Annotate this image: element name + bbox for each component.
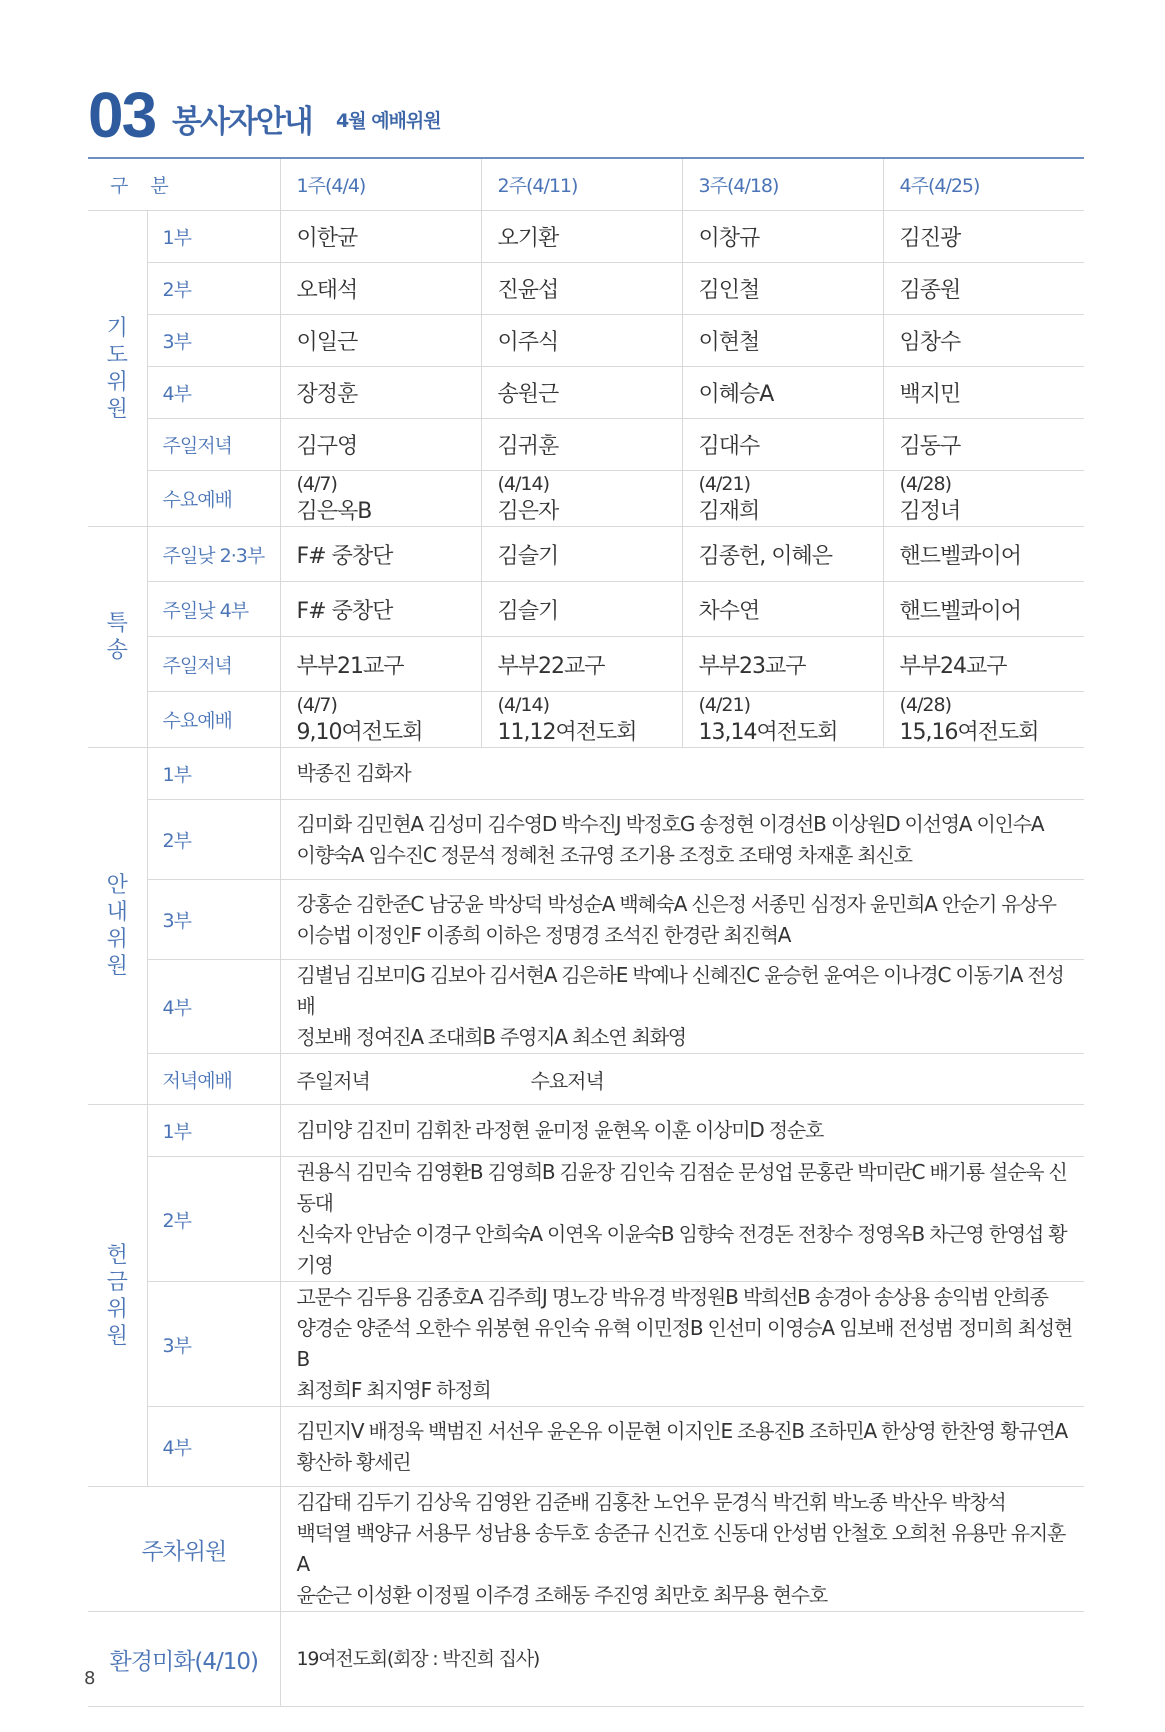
parking-label: 주차위원 [88, 1487, 280, 1612]
row-label: 수요예배 [147, 471, 280, 527]
evening-wednesday: 수요저녁 [530, 1068, 604, 1093]
table-cell: 김진광 [883, 211, 1084, 263]
row-label: 3부 [147, 1282, 280, 1407]
table-row [88, 692, 1084, 748]
table-row [88, 211, 1084, 263]
table-cell: 오태석 [280, 263, 481, 315]
table-row [88, 582, 1084, 637]
table-header-row [88, 159, 1084, 211]
table-row [88, 471, 1084, 527]
table-cell: 김종헌, 이혜은 [682, 527, 883, 582]
table-cell: (4/21) 김재희 [682, 471, 883, 527]
category-guide: 안 내 위 원 [88, 748, 147, 1105]
row-label: 1부 [147, 211, 280, 263]
table-cell: 김종원 [883, 263, 1084, 315]
row-label: 수요예배 [147, 692, 280, 748]
table-row [88, 1157, 1084, 1282]
table-cell: (4/28) 15,16여전도회 [883, 692, 1084, 748]
table-cell: 김슬기 [481, 527, 682, 582]
category-special: 특 송 [88, 527, 147, 748]
row-label: 1부 [147, 748, 280, 800]
table-cell: 장정훈 [280, 367, 481, 419]
table-row [88, 637, 1084, 692]
table-cell: 이일근 [280, 315, 481, 367]
table-cell: (4/7) 김은옥B [280, 471, 481, 527]
table-cell: 부부22교구 [481, 637, 682, 692]
row-label: 주일낮 4부 [147, 582, 280, 637]
table-cell: 김동구 [883, 419, 1084, 471]
table-row [88, 1054, 1084, 1105]
table-cell: 김귀훈 [481, 419, 682, 471]
table-cell: (4/21) 13,14여전도회 [682, 692, 883, 748]
table-cell: (4/7) 9,10여전도회 [280, 692, 481, 748]
name-list: 김미화 김민현A 김성미 김수영D 박수진J 박정호G 송정현 이경선B 이상원D 이선영A 이인수A 이향숙A 임수진C 정문석 정혜천 조규영 조기용 조정호 조태영 차재훈 최신호 [280, 800, 1084, 880]
section-header [88, 80, 1084, 150]
column-header: 2주(4/11) [481, 159, 682, 211]
name-list: 강홍순 김한준C 남궁윤 박상덕 박성순A 백혜숙A 신은정 서종민 심정자 윤민희A 안순기 유상우 이승법 이정인F 이종희 이하은 정명경 조석진 한경란 최진혁A [280, 880, 1084, 960]
row-label: 4부 [147, 367, 280, 419]
table-cell: 핸드벨콰이어 [883, 582, 1084, 637]
table-cell: 김슬기 [481, 582, 682, 637]
table-cell: 임창수 [883, 315, 1084, 367]
row-label: 주일낮 2·3부 [147, 527, 280, 582]
row-label: 3부 [147, 315, 280, 367]
table-row [88, 1407, 1084, 1487]
table-row [88, 1487, 1084, 1612]
name-list: 김미양 김진미 김휘찬 라정현 윤미정 윤현옥 이훈 이상미D 정순호 [280, 1105, 1084, 1157]
volunteer-table [88, 159, 1084, 1707]
table-row [88, 315, 1084, 367]
name-list: 권용식 김민숙 김영환B 김영희B 김윤장 김인숙 김점순 문성업 문홍란 박미란C 배기룡 설순욱 신동대 신숙자 안남순 이경구 안희숙A 이연옥 이윤숙B 임향숙 전경돈 전창수 정영옥B 차근영 한영섭 황기영 [280, 1157, 1084, 1282]
table-cell: 핸드벨콰이어 [883, 527, 1084, 582]
category-prayer: 기 도 위 원 [88, 211, 147, 527]
table-row [88, 1612, 1084, 1707]
name-list: 김갑태 김두기 김상욱 김영완 김준배 김홍찬 노언우 문경식 박건휘 박노종 박산우 박창석 백덕열 백양규 서용무 성남용 송두호 송준규 신건호 신동대 안성범 안철호 오희천 유용만 유지훈A 윤순근 이성환 이정필 이주경 조해동 주진영 최만호 최무용 현수호 [280, 1487, 1084, 1612]
table-row [88, 1105, 1084, 1157]
table-row [88, 1282, 1084, 1407]
table-cell: F# 중창단 [280, 527, 481, 582]
table-cell: (4/14) 김은자 [481, 471, 682, 527]
row-label: 2부 [147, 1157, 280, 1282]
section-subtitle: 4월 예배위원 [336, 110, 441, 132]
table-cell: 이혜승A [682, 367, 883, 419]
category-offering: 헌 금 위 원 [88, 1105, 147, 1487]
table-cell: 진윤섭 [481, 263, 682, 315]
environment-label: 환경미화(4/10) [88, 1612, 280, 1707]
row-label: 주일저녁 [147, 419, 280, 471]
name-list: 김별님 김보미G 김보아 김서현A 김은하E 박예나 신혜진C 윤승헌 윤여은 이나경C 이동기A 전성배 정보배 정여진A 조대희B 주영지A 최소연 최화영 [280, 960, 1084, 1054]
table-row [88, 263, 1084, 315]
table-cell: F# 중창단 [280, 582, 481, 637]
table-cell: 김구영 [280, 419, 481, 471]
table-cell: 부부21교구 [280, 637, 481, 692]
column-header: 구 분 [88, 159, 280, 211]
row-label: 2부 [147, 800, 280, 880]
table-cell: 이한균 [280, 211, 481, 263]
name-list: 박종진 김화자 [280, 748, 1084, 800]
column-header: 4주(4/25) [883, 159, 1084, 211]
table-row [88, 960, 1084, 1054]
evening-sunday: 주일저녁 [296, 1068, 370, 1093]
table-cell: 이현철 [682, 315, 883, 367]
row-label: 4부 [147, 1407, 280, 1487]
table-row [88, 527, 1084, 582]
table-row [88, 419, 1084, 471]
section-number: 03 [88, 79, 156, 151]
table-cell: 차수연 [682, 582, 883, 637]
row-label: 1부 [147, 1105, 280, 1157]
section-title: 봉사자안내 [172, 104, 312, 140]
row-label: 2부 [147, 263, 280, 315]
table-cell: (4/14) 11,12여전도회 [481, 692, 682, 748]
table-cell: 부부23교구 [682, 637, 883, 692]
page-number: 8 [84, 1668, 96, 1689]
row-label: 4부 [147, 960, 280, 1054]
row-label: 주일저녁 [147, 637, 280, 692]
table-cell: 이창규 [682, 211, 883, 263]
table-row [88, 748, 1084, 800]
table-cell: 김대수 [682, 419, 883, 471]
table-cell: 김인철 [682, 263, 883, 315]
table-cell: 백지민 [883, 367, 1084, 419]
table-row [88, 880, 1084, 960]
table-cell: 오기환 [481, 211, 682, 263]
environment-text: 19여전도회(회장 : 박진희 집사) [280, 1612, 1084, 1707]
table-row [88, 800, 1084, 880]
name-list: 고문수 김두용 김종호A 김주희J 명노강 박유경 박정원B 박희선B 송경아 송상용 송익범 안희종 양경순 양준석 오한수 위봉현 유인숙 유혁 이민정B 인선미 이영승A 임보배 전성범 정미희 최성현B 최정희F 최지영F 하정희 [280, 1282, 1084, 1407]
column-header: 1주(4/4) [280, 159, 481, 211]
table-cell: 부부24교구 [883, 637, 1084, 692]
evening-service-cell [280, 1054, 1084, 1105]
table-row [88, 367, 1084, 419]
row-label: 저녁예배 [147, 1054, 280, 1105]
table-cell: 이주식 [481, 315, 682, 367]
row-label: 3부 [147, 880, 280, 960]
table-cell: 송원근 [481, 367, 682, 419]
column-header: 3주(4/18) [682, 159, 883, 211]
table-cell: (4/28) 김정녀 [883, 471, 1084, 527]
name-list: 김민지V 배정욱 백범진 서선우 윤온유 이문현 이지인E 조용진B 조하민A 한상영 한찬영 황규연A 황산하 황세린 [280, 1407, 1084, 1487]
